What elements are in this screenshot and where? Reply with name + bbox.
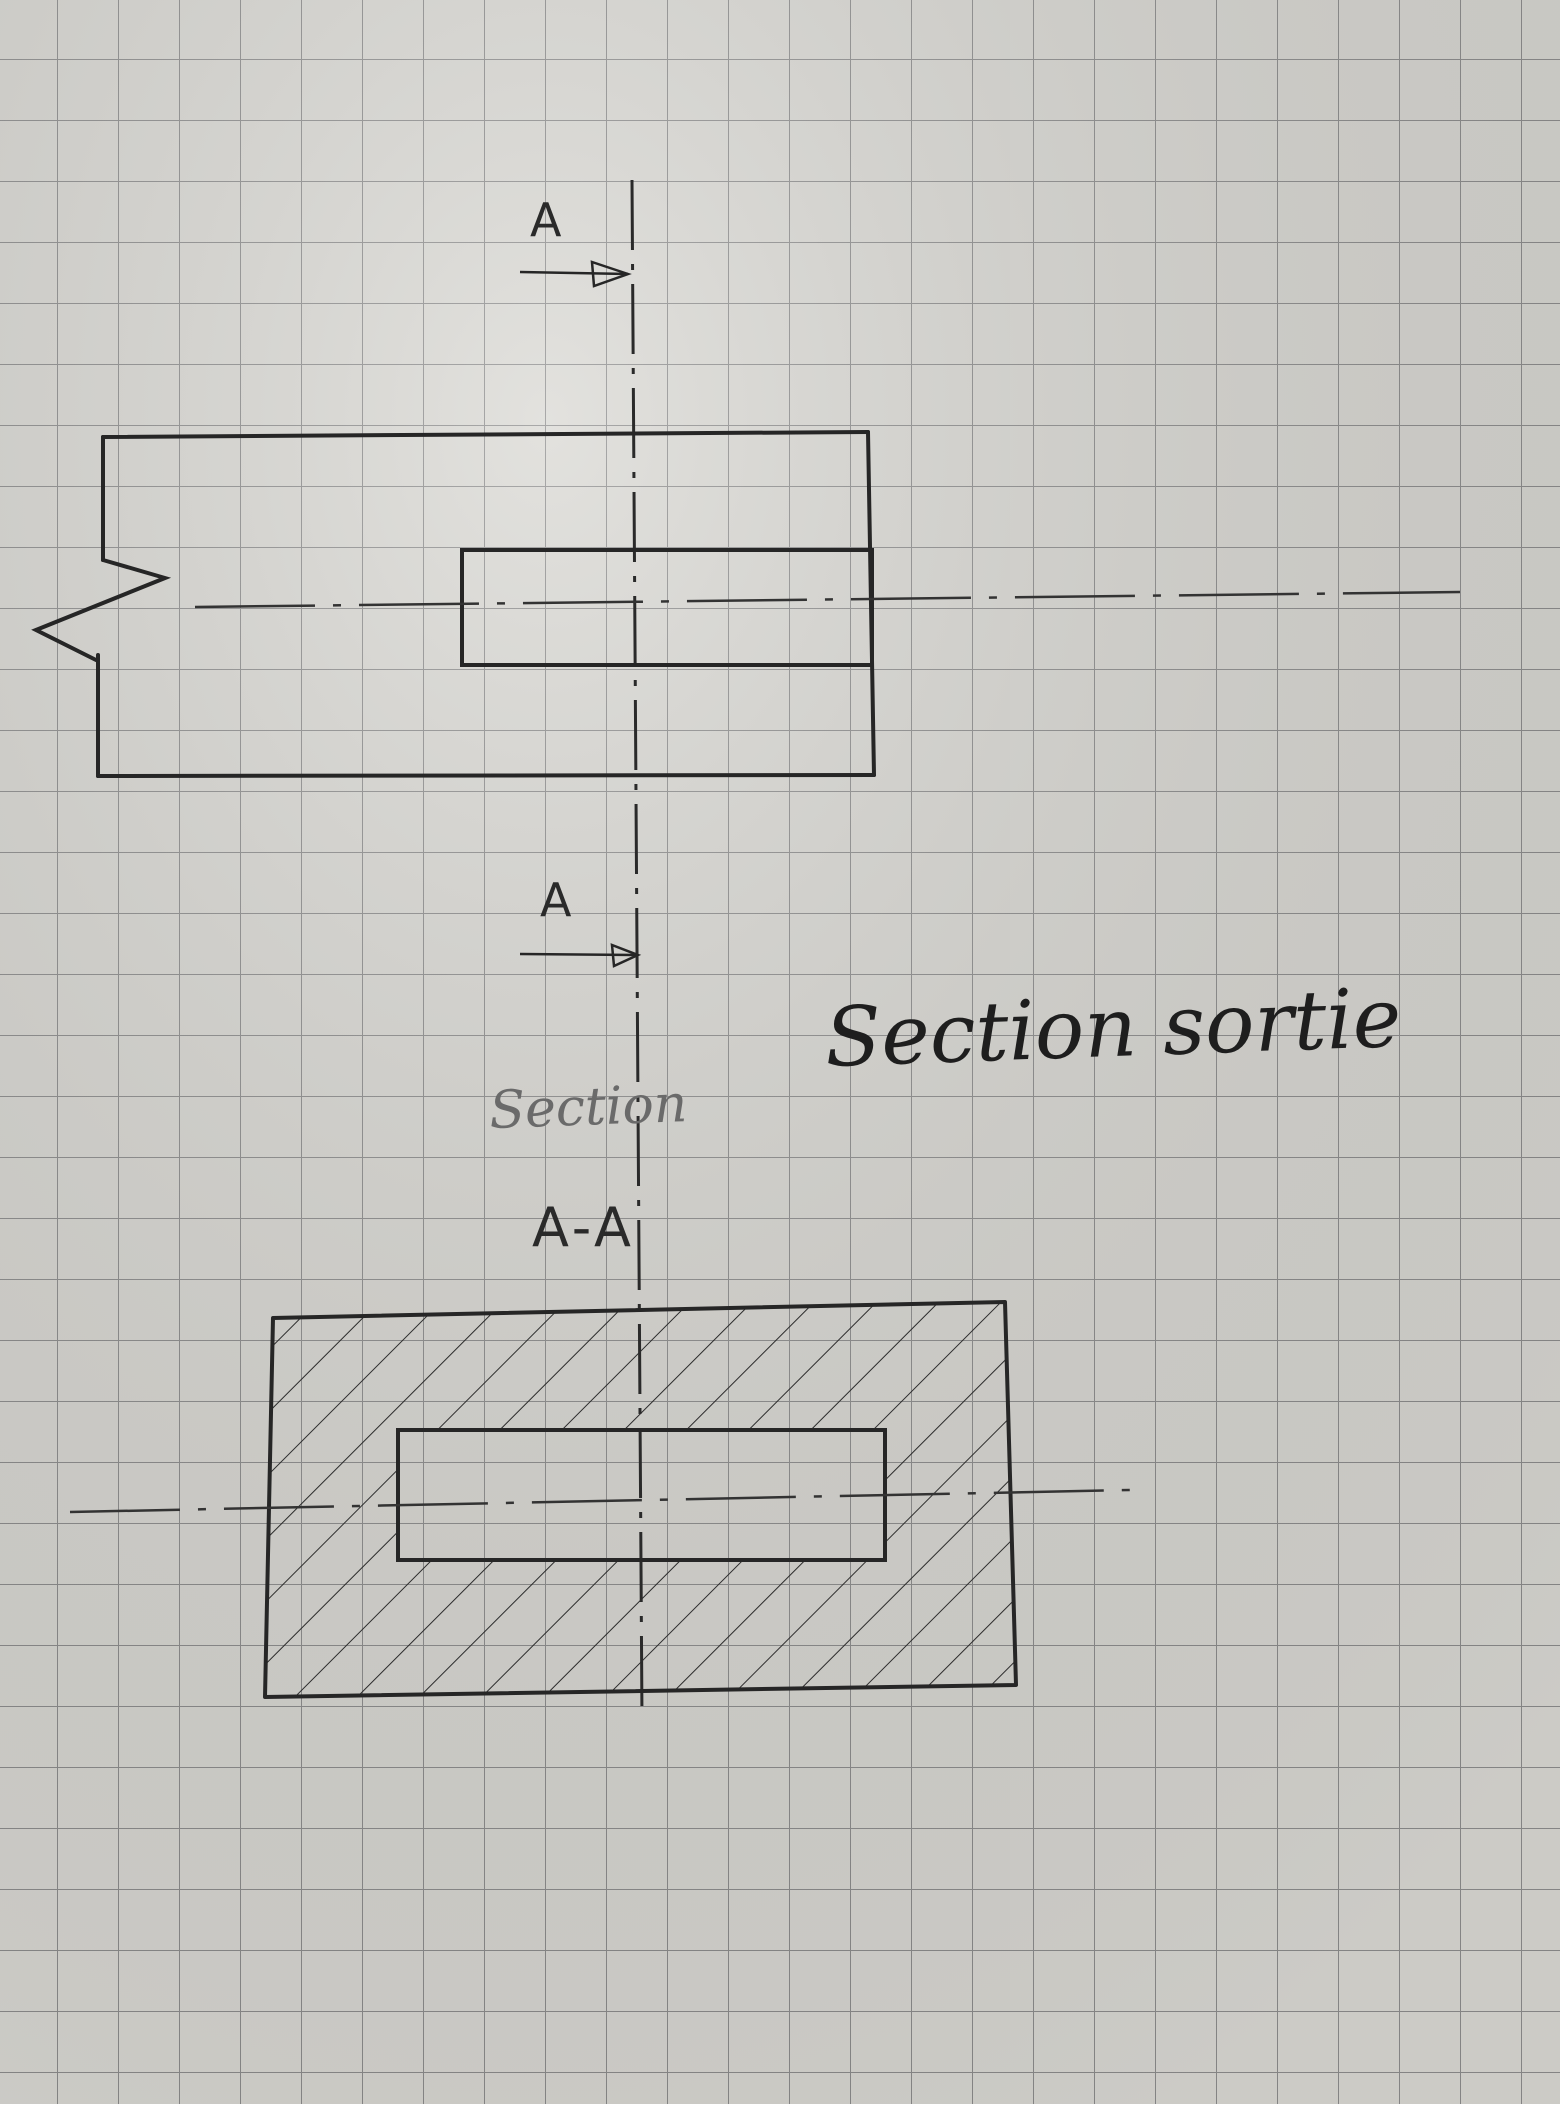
section-slot-outline [398,1430,885,1560]
